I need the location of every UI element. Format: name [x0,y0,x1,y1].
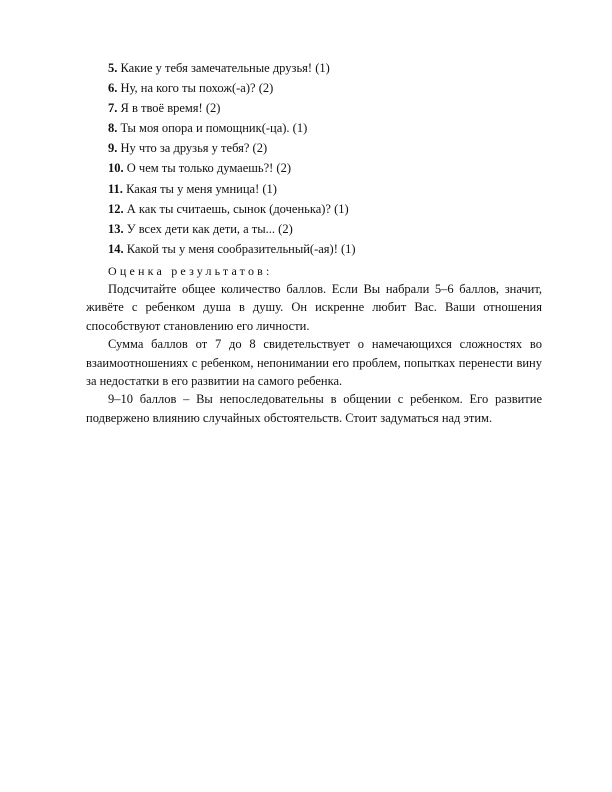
question-number: 11. [108,181,123,196]
question-text: А как ты считаешь, сынок (доченька)? (1) [123,201,349,216]
question-item-12 [108,199,548,219]
question-item-10 [108,158,548,178]
question-item-9 [108,138,548,158]
question-item-6 [108,78,548,98]
results-body [86,280,542,427]
results-heading: Оценка результатов: [108,264,273,278]
question-number: 14. [108,241,124,256]
question-number: 12. [108,201,124,216]
result-paragraph-5-6: Подсчитайте общее количество баллов. Если Вы набрали 5–6 баллов, значит, живёте с ребенком душа в душу. Он искренне любит Вас. Ваши отношения способствуют становлению его личности. [86,282,542,333]
question-number: 6. [108,81,118,96]
question-text: Ну что за друзья у тебя? (2) [117,141,268,156]
question-text: Какие у тебя замечательные друзья! (1) [117,61,330,75]
result-paragraph-9-10: 9–10 баллов – Вы непоследовательны в общении с ребенком. Его развитие подвержено влиянию случайных обстоятельств. Стоит задуматься над этим. [86,392,542,425]
question-text: О чем ты только думаешь?! (2) [123,161,291,176]
question-number: 7. [108,101,118,116]
question-number: 9. [108,141,118,156]
question-text: Какой ты у меня сообразительный(-ая)! (1) [123,241,356,256]
question-number: 8. [108,121,118,136]
question-text: Я в твоё время! (2) [117,101,221,116]
question-text: Ты моя опора и помощник(-ца). (1) [117,121,308,136]
question-number: 10. [108,161,124,176]
question-item-14 [108,239,548,259]
result-paragraph-7-8: Сумма баллов от 7 до 8 свидетельствует о намечающихся сложностях во взаимоотношениях с ребенком, непонимании его проблем, попытках перенести вину за недостатки в его развитии на самого ребенка. [86,337,542,389]
question-item-8 [108,118,548,138]
question-list [108,58,548,259]
question-item-13 [108,219,548,239]
question-item-11 [108,179,548,199]
question-text: Ну, на кого ты похож(-а)? (2) [117,81,274,96]
question-number: 13. [108,221,124,236]
question-text: Какая ты у меня умница! (1) [122,181,277,196]
question-item-7 [108,98,548,118]
question-number: 5. [108,61,118,75]
question-item-5 [108,58,548,78]
question-text: У всех дети как дети, а ты... (2) [123,221,293,236]
